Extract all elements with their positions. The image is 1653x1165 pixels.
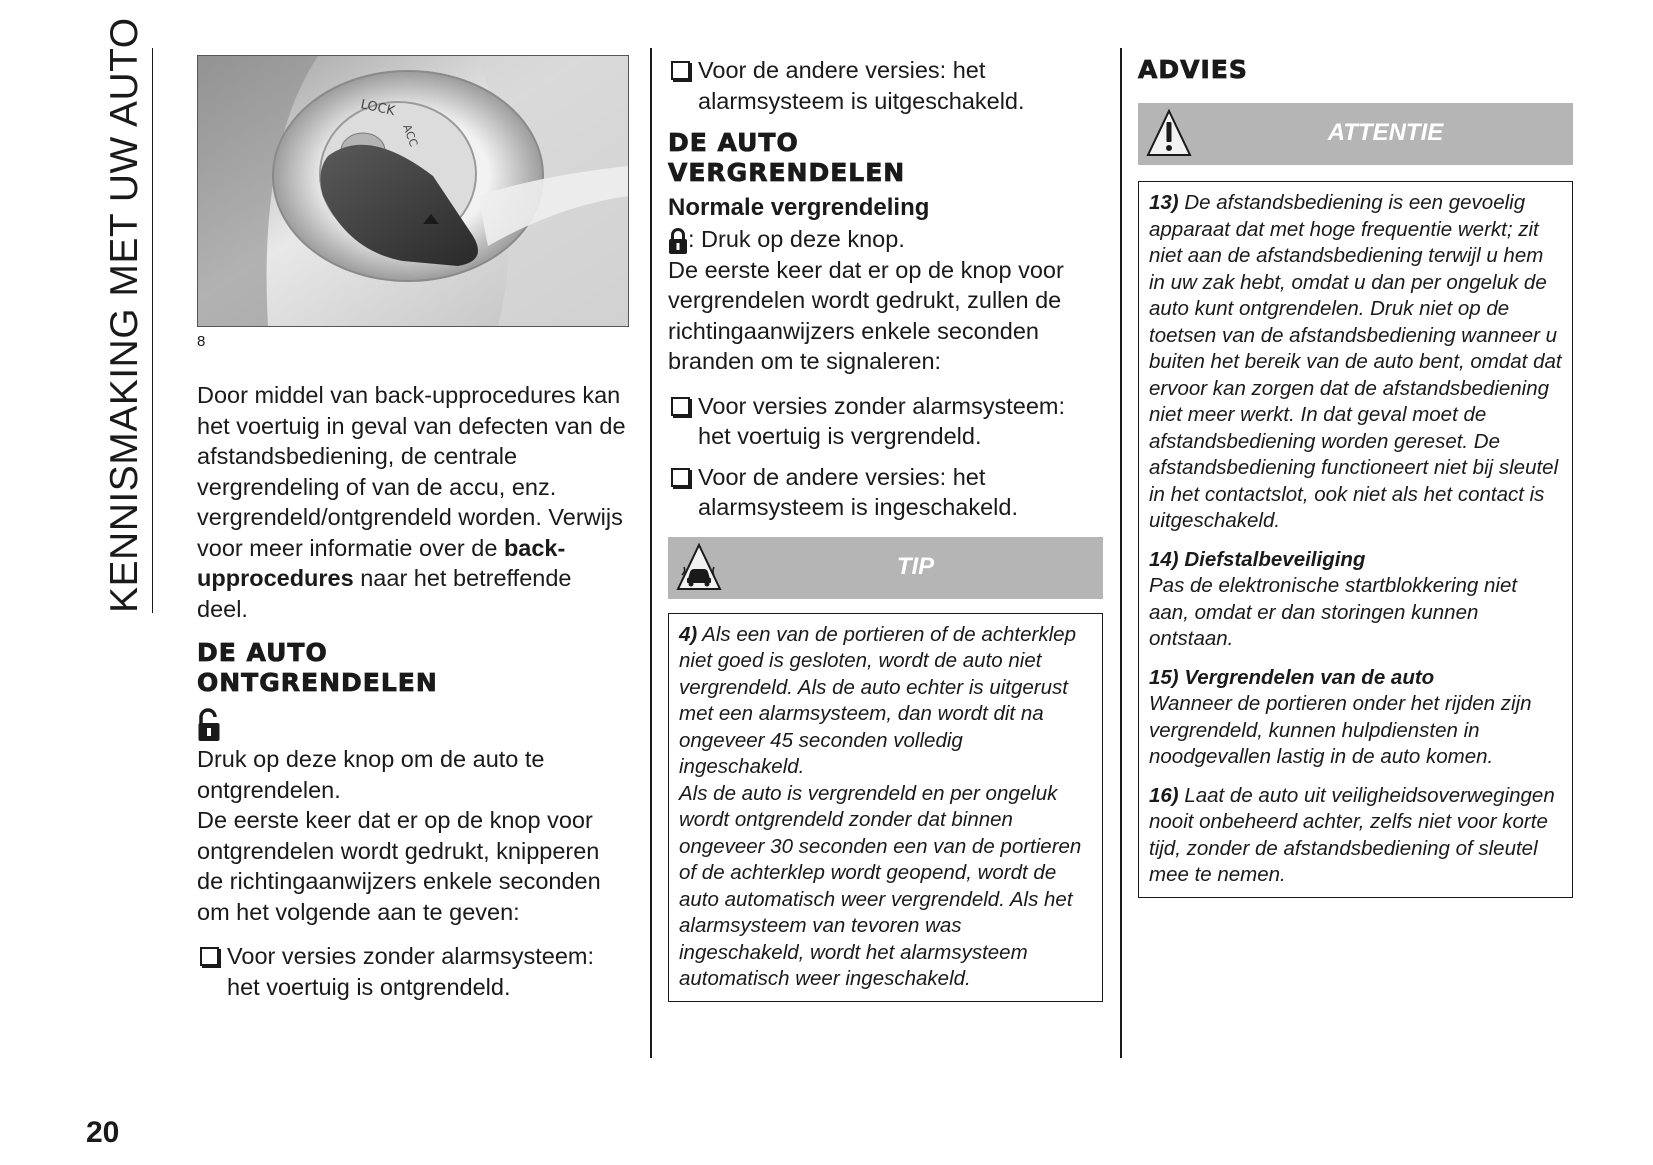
checkbox-bullet-icon	[200, 947, 219, 966]
intro-bold-term: back-upprocedures	[197, 534, 566, 591]
lock-instruction: : Druk op deze knop.	[668, 224, 1103, 255]
column-divider-2	[1120, 48, 1122, 1058]
figure-acc-label: ACC	[400, 122, 421, 149]
tip-note-box	[668, 613, 1103, 1002]
intro-paragraph: Door middel van back-upprocedures kan het voertuig in geval van defecten van de afstandsbediening, de centrale vergrendeling of van de accu, enz. vergrendeld/ontgrendeld worden. Verwijs voor meer informatie over de back-upprocedures naar het betreffende deel.	[197, 382, 626, 622]
checkbox-bullet-icon	[671, 468, 690, 487]
figure-lock-label: LOCK	[359, 97, 397, 120]
lock-heading-line2: VERGRENDELEN	[668, 158, 906, 187]
alarm-off-bullet: Voor de andere versies: het alarmsysteem is uitgeschakeld.	[668, 55, 1103, 116]
column-right	[1138, 55, 1573, 898]
attention-banner	[1138, 103, 1573, 165]
unlock-heading-line2: ONTGRENDELEN	[197, 668, 438, 697]
unlock-paragraph-1: Druk op deze knop om de auto te ontgrendelen.	[197, 746, 545, 803]
checkbox-bullet-icon	[671, 397, 690, 416]
unlock-bullet-1: Voor versies zonder alarmsysteem: het voertuig is ontgrendeld.	[197, 941, 627, 1002]
note-14-text: Pas de elektronische startblokkering niet aan, omdat er dan storingen kunnen ontstaan.	[1149, 574, 1518, 650]
note-15-title: 15) Vergrendelen van de auto	[1149, 665, 1435, 689]
tip-note-4-continued: Als de auto is vergrendeld en per ongeluk wordt ontgrendeld zonder dat binnen ongeveer 30 seconden een van de portieren of de achterklep wordt geopend, wordt de auto automatisch weer vergrendeld. Als het alarmsysteem van tevoren was ingeschakeld, wordt het alarmsysteem automatisch weer ingeschakeld.	[679, 781, 1082, 990]
lock-icon	[668, 228, 688, 254]
normal-lock-subheading: Normale vergrendeling	[668, 194, 930, 221]
lock-bullet-2: Voor de andere versies: het alarmsysteem is ingeschakeld.	[668, 462, 1103, 523]
lock-heading	[668, 128, 1103, 188]
lock-bullet-1: Voor versies zonder alarmsysteem: het voertuig is vergrendeld.	[668, 391, 1103, 452]
column-left	[197, 55, 627, 1002]
attention-label: ATTENTIE	[1327, 119, 1444, 146]
unlock-paragraph-2: De eerste keer dat er op de knop voor ontgrendelen wordt gedrukt, knipperen de richtingaanwijzers enkele seconden om het volgende aan te geven:	[197, 807, 601, 925]
column-divider-1	[650, 48, 652, 1058]
advice-heading: ADVIES	[1138, 55, 1248, 84]
tip-note-4: 4) Als een van de portieren of de achterklep niet goed is gesloten, wordt de auto niet vergrendeld. Als de auto echter is uitgerust met een alarmsysteem, dan wordt dit na ongeveer 45 seconden volledig ingeschakeld.	[679, 622, 1076, 778]
lock-heading-line1: DE AUTO	[668, 128, 799, 157]
ignition-key-figure	[197, 55, 629, 327]
note-13: 13) De afstandsbediening is een gevoelig apparaat dat met hoge frequentie werkt; zit niet aan de afstandsbediening terwijl u hem in uw zak hebt, omdat u dan per ongeluk de auto kunt ontgrendelen. Druk niet op de toetsen van de afstandsbediening wanneer u buiten het bereik van de auto bent, omdat dat ervoor kan zorgen dat de afstandsbediening niet meer werkt. In dat geval moet de afstandsbediening worden gereset. De afstandsbediening functioneert niet bij sleutel in het contactslot, ook niet als het contact is uitgeschakeld.	[1149, 191, 1562, 532]
column-middle	[668, 55, 1103, 1002]
lock-paragraph: De eerste keer dat er op de knop voor vergrendelen wordt gedrukt, zullen de richtingaanwijzers enkele seconden branden om te signaleren:	[668, 256, 1064, 374]
attention-note-box	[1138, 181, 1573, 898]
section-title-vertical: KENNISMAKING MET UW AUTO	[102, 48, 153, 613]
note-15-text: Wanneer de portieren onder het rijden zijn vergrendeld, kunnen hulpdiensten in noodgevallen lastig in de auto komen.	[1149, 692, 1532, 768]
page-number: 20	[86, 1116, 120, 1149]
unlock-heading	[197, 638, 627, 698]
figure-number: 8	[197, 333, 206, 350]
note-16: 16) Laat de auto uit veiligheidsoverwegingen nooit onbeheerd achter, zelfs niet voor korte tijd, zonder de afstandsbediening of sleutel mee te nemen.	[1149, 783, 1555, 886]
ignition-illustration	[198, 56, 628, 326]
note-14-title: 14) Diefstalbeveiliging	[1149, 547, 1366, 571]
checkbox-bullet-icon	[671, 61, 690, 80]
unlock-heading-line1: DE AUTO	[197, 638, 328, 667]
tip-banner	[668, 537, 1103, 599]
tip-label: TIP	[896, 552, 935, 580]
unlock-icon	[197, 708, 627, 744]
